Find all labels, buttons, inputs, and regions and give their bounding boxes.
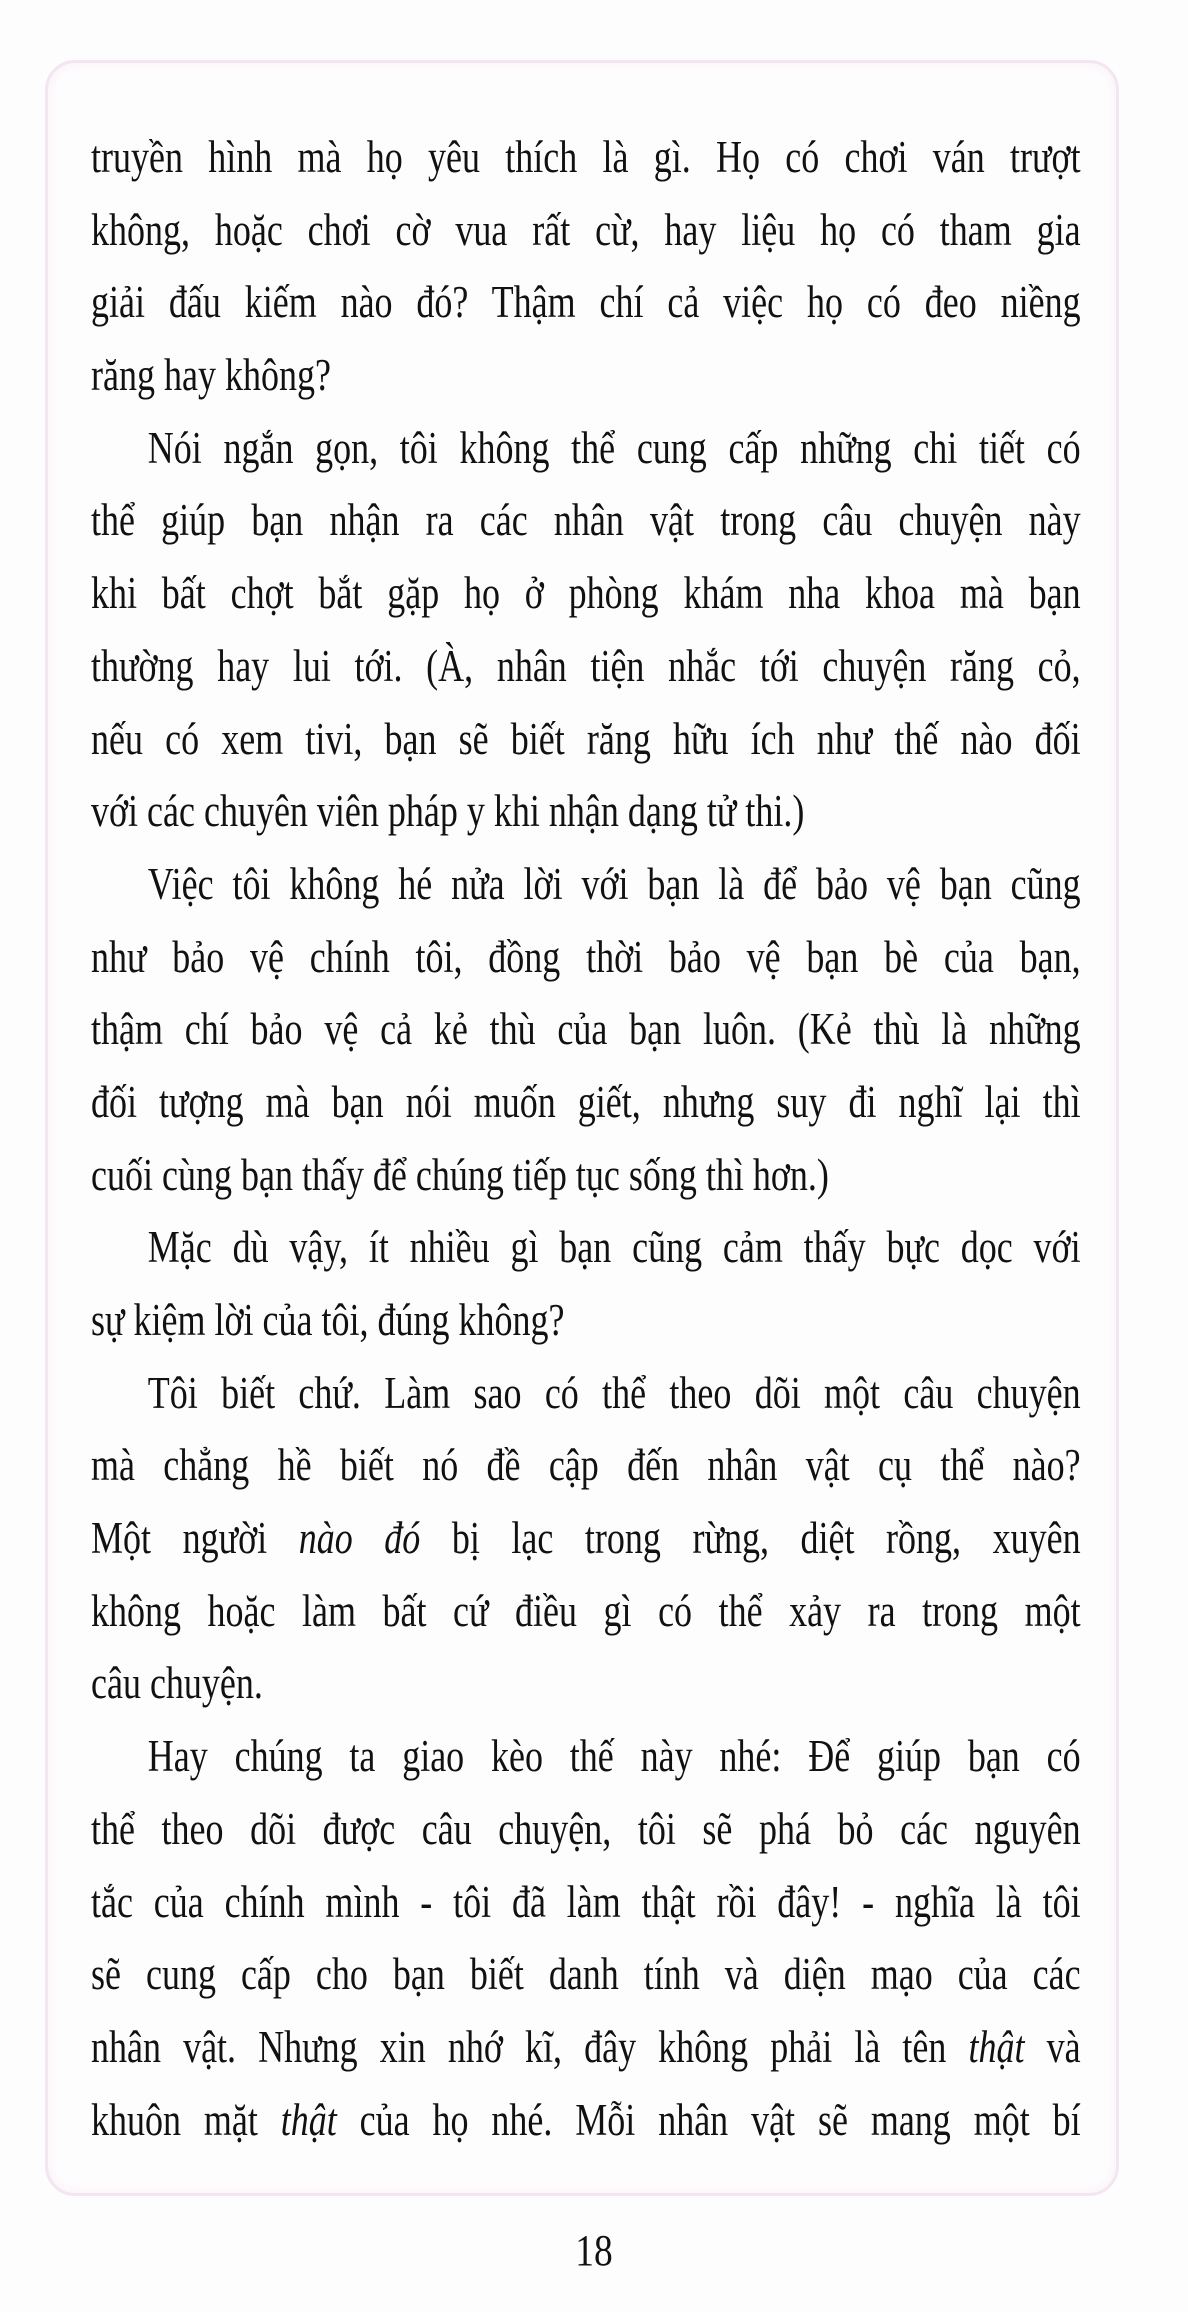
text-line xyxy=(91,1720,1081,1793)
text-segment: không, hoặc chơi cờ vua rất cừ, hay liệu họ có tham gia xyxy=(91,204,1081,255)
text-segment: Tôi biết chứ. Làm sao có thể theo dõi một câu chuyện xyxy=(147,1367,1081,1418)
text-segment: thể giúp bạn nhận ra các nhân vật trong câu chuyện này xyxy=(91,495,1081,546)
text-line xyxy=(91,412,1081,485)
text-segment: câu chuyện. xyxy=(91,1658,263,1709)
text-line xyxy=(91,1793,1081,1866)
text-line xyxy=(91,339,1081,412)
text-segment: không hoặc làm bất cứ điều gì có thể xảy ra trong một xyxy=(91,1585,1081,1636)
text-line xyxy=(91,1139,1081,1212)
text-segment: Nói ngắn gọn, tôi không thể cung cấp những chi tiết có xyxy=(147,422,1081,473)
text-segment: sẽ cung cấp cho bạn biết danh tính và diện mạo của các xyxy=(91,1949,1081,2000)
text-segment: thường hay lui tới. (À, nhân tiện nhắc tới chuyện răng cỏ, xyxy=(91,640,1081,691)
text-segment: thậm chí bảo vệ cả kẻ thù của bạn luôn. (Kẻ thù là những xyxy=(91,1004,1081,1055)
text-line xyxy=(91,2011,1081,2084)
text-segment: khuôn mặt xyxy=(91,2094,281,2145)
text-line xyxy=(91,557,1081,630)
text-line xyxy=(91,266,1081,339)
text-segment: truyền hình mà họ yêu thích là gì. Họ có chơi ván trượt xyxy=(91,132,1081,182)
text-line xyxy=(91,1357,1081,1430)
page-number: 18 xyxy=(575,2226,613,2275)
text-segment: Việc tôi không hé nửa lời với bạn là để bảo vệ bạn cũng xyxy=(147,858,1081,909)
italic-text: thật xyxy=(968,2021,1025,2072)
text-segment: mà chẳng hề biết nó đề cập đến nhân vật cụ thể nào? xyxy=(91,1440,1081,1491)
text-segment: nhân vật. Nhưng xin nhớ kĩ, đây không phải là tên xyxy=(91,2021,969,2072)
text-line xyxy=(91,121,1081,194)
italic-text: thật xyxy=(280,2094,337,2145)
text-segment: Mặc dù vậy, ít nhiều gì bạn cũng cảm thấy bực dọc với xyxy=(147,1222,1081,1273)
text-segment: cuối cùng bạn thấy để chúng tiếp tục sống thì hơn.) xyxy=(91,1149,829,1200)
text-segment: nếu có xem tivi, bạn sẽ biết răng hữu ích như thế nào đối xyxy=(91,713,1081,764)
text-segment: khi bất chợt bắt gặp họ ở phòng khám nha khoa mà bạn xyxy=(91,568,1081,619)
text-segment: đối tượng mà bạn nói muốn giết, nhưng suy đi nghĩ lại thì xyxy=(91,1076,1081,1127)
text-segment: như bảo vệ chính tôi, đồng thời bảo vệ bạn bè của bạn, xyxy=(91,931,1081,982)
italic-text: nào đó xyxy=(298,1513,421,1564)
text-segment: Hay chúng ta giao kèo thế này nhé: Để giúp bạn có xyxy=(147,1731,1081,1782)
text-line xyxy=(91,194,1081,267)
text-line xyxy=(91,630,1081,703)
text-segment: với các chuyên viên pháp y khi nhận dạng tử thi.) xyxy=(91,786,805,837)
text-line xyxy=(91,775,1081,848)
text-segment: và xyxy=(1024,2021,1081,2072)
text-segment: sự kiệm lời của tôi, đúng không? xyxy=(91,1295,565,1345)
text-line xyxy=(91,993,1081,1066)
text-line xyxy=(91,1938,1081,2011)
text-line xyxy=(91,1429,1081,1502)
text-segment: giải đấu kiếm nào đó? Thậm chí cả việc họ có đeo niềng xyxy=(91,277,1081,328)
text-segment: Một người xyxy=(91,1513,299,1564)
text-line xyxy=(91,1866,1081,1939)
text-line xyxy=(91,848,1081,921)
text-line xyxy=(91,1502,1081,1575)
text-line xyxy=(91,1284,1081,1357)
text-segment: tắc của chính mình - tôi đã làm thật rồi đây! - nghĩa là tôi xyxy=(91,1876,1081,1927)
text-line xyxy=(91,1647,1081,1720)
text-segment: răng hay không? xyxy=(91,350,331,401)
text-segment: của họ nhé. Mỗi nhân vật sẽ mang một bí xyxy=(336,2094,1081,2145)
text-segment: bị lạc trong rừng, diệt rồng, xuyên xyxy=(420,1513,1081,1564)
text-line xyxy=(91,921,1081,994)
body-text xyxy=(91,121,1081,2156)
text-line xyxy=(91,484,1081,557)
text-line xyxy=(91,703,1081,776)
text-line xyxy=(91,1575,1081,1648)
text-segment: thể theo dõi được câu chuyện, tôi sẽ phá bỏ các nguyên xyxy=(91,1803,1081,1854)
text-line xyxy=(91,1066,1081,1139)
text-line xyxy=(91,2084,1081,2157)
text-line xyxy=(91,1211,1081,1284)
